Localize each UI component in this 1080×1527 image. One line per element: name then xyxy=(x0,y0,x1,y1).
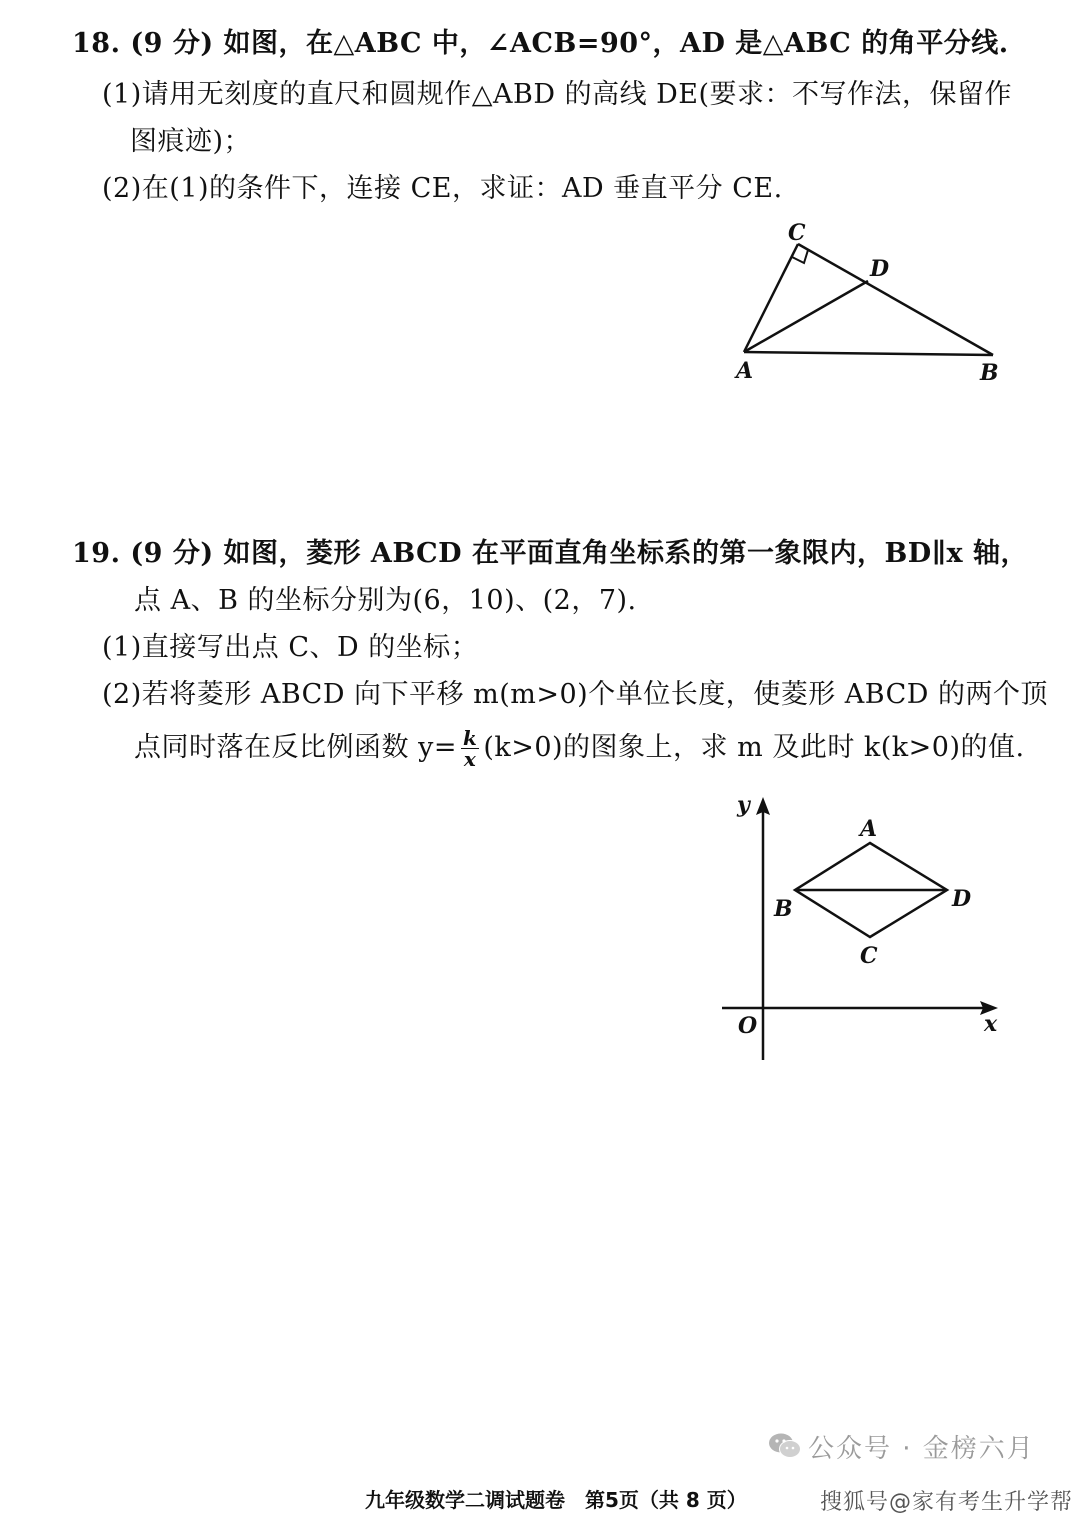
label-y: y xyxy=(737,792,750,818)
q19-heading: 19. (9 分) 如图，菱形 ABCD 在平面直角坐标系的第一象限内，BD∥x 轴， xyxy=(72,538,1029,569)
label-c: C xyxy=(860,943,878,969)
label-b: B xyxy=(980,360,999,386)
q19-part2-pre: 点同时落在反比例函数 y= xyxy=(134,732,457,763)
label-c: C xyxy=(788,220,806,246)
label-b: B xyxy=(774,896,793,922)
q19-part2-line1: (2)若将菱形 ABCD 向下平移 m(m>0)个单位长度，使菱形 ABCD 的两个顶 xyxy=(102,679,1049,710)
wechat-icon xyxy=(768,1432,802,1460)
watermark-wechat: 公众号 · 金榜六月 xyxy=(808,1434,1035,1464)
q18-part2: (2)在(1)的条件下，连接 CE，求证：AD 垂直平分 CE. xyxy=(102,173,783,204)
q19-part1: (1)直接写出点 C、D 的坐标； xyxy=(102,632,479,663)
label-x: x xyxy=(984,1011,998,1037)
fraction-denominator: x xyxy=(463,747,477,771)
q18-heading: 18. (9 分) 如图，在△ABC 中，∠ACB=90°，AD 是△ABC 的角平分线. xyxy=(72,28,1009,59)
label-a: A xyxy=(860,816,878,842)
label-d: D xyxy=(952,886,972,912)
q18-part1-line2: 图痕迹)； xyxy=(130,126,252,157)
label-d: D xyxy=(870,256,890,282)
label-a: A xyxy=(736,358,754,384)
q18-part1-line1: (1)请用无刻度的直尺和圆规作△ABD 的高线 DE(要求：不写作法，保留作 xyxy=(102,79,1013,110)
q19-heading-line2: 点 A、B 的坐标分别为(6，10)、(2，7). xyxy=(134,585,637,616)
q19-part2-post: (k>0)的图象上，求 m 及此时 k(k>0)的值. xyxy=(483,732,1025,763)
page-footer: 九年级数学二调试题卷 第5页（共 8 页） xyxy=(365,1488,747,1512)
label-o: O xyxy=(738,1013,758,1039)
fraction-numerator: k xyxy=(462,726,478,750)
watermark-sohu: 搜狐号@家有考生升学帮 xyxy=(820,1490,1074,1515)
